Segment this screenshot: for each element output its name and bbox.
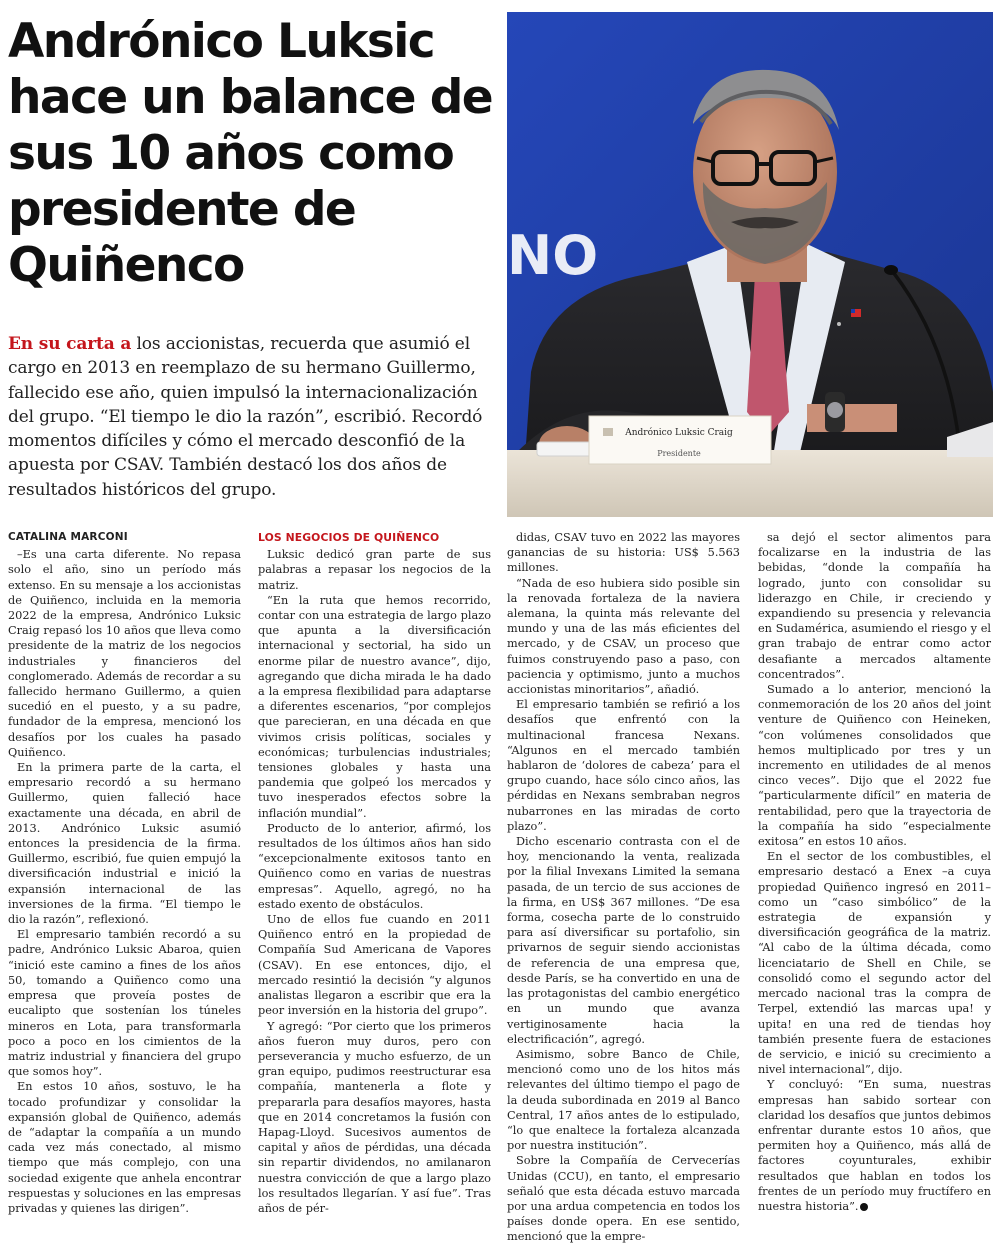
headline: Andrónico Luksic hace un balance de sus 10 años como presidente de Quiñenco	[8, 14, 493, 293]
paragraph: Y agregó: “Por cierto que los primeros años fueron muy duros, pero con perseverancia y mucho esfuerzo, de un gran equipo, pudimos reestructurar esa compañía, mantenerla a flote y prepararla para desafíos mayores, hasta que en 2014 concretamos la fusión con Hapag-Lloyd. Sucesivos aumentos de capital y años de pérdidas, una década sin repartir dividendos, no amilanaron nuestra convicción de que a largo plazo los resultados llegarían. Y así fue”. Tras años de pér-	[258, 1019, 491, 1215]
paragraph: Sobre la Compañía de Cervecerías Unidas (CCU), en tanto, el empresario señaló que esta década estuvo marcada por una ardua competencia en todos los países donde opera. En ese sentido, mencionó que la empre-	[507, 1154, 740, 1244]
lead-paragraph	[8, 332, 486, 502]
nameplate-title: Presidente	[657, 449, 701, 458]
section-subheading: LOS NEGOCIOS DE QUIÑENCO	[258, 531, 440, 544]
body-column-4	[758, 530, 991, 1213]
paragraph: El empresario también recordó a su padre, Andrónico Luksic Abaroa, quien “inició este camino a fines de los años 50, tomando a Quiñenco como una empresa que proveía postes de eucalipto que sostenían los túneles mineros en Lota, para transformarla poco a poco en los cimientos de la matriz industrial y financiera del grupo que somos hoy”.	[8, 928, 241, 1079]
portrait-photo	[507, 12, 993, 517]
nameplate-name: Andrónico Luksic Craig	[625, 428, 733, 438]
lead-highlight: En su carta a	[8, 334, 132, 354]
paragraph: sa dejó el sector alimentos para focalizarse en la industria de las bebidas, “donde la compañía ha logrado, junto con consolidar su liderazgo en Chile, ir creciendo y expandiendo su presencia y relevancia en Sudamérica, asumiendo el riesgo y el gran trabajo de entrar como actor desafiante a mercados altamente concentrados”.	[758, 531, 991, 681]
paragraph: “En la ruta que hemos recorrido, contar con una estrategia de largo plazo que apunta a la diversificación internacional y sectorial, ha sido un enorme pilar de nuestro avance”, dijo, agregando que dicha mirada le ha dado a la empresa flexibilidad para adaptarse a diferentes escenarios, “por complejos que parecieran, en una década en que vivimos crisis políticas, sociales y económicas; turbulencias industriales; tensiones globales y hasta una pandemia que golpeó los mercados y tuvo inesperados efectos sobre la inflación mundial”.	[258, 593, 491, 820]
paragraph: En el sector de los combustibles, el empresario destacó a Enex –a cuya propiedad Quiñenco ingresó en 2011– como un “caso simbólico” de la estrategia de expansión y diversificación geográfica de la matriz. “Al cabo de la última década, como licenciatario de Shell en Chile, se consolidó como el segundo actor del mercado nacional tras la compra de Terpel, extendió las marcas upa! y upita! en una red de tiendas hoy también presente fuera de estaciones de servicio, e inició su crecimiento a nivel internacional”, dijo.	[758, 850, 991, 1077]
paragraph: Uno de ellos fue cuando en 2011 Quiñenco entró en la propiedad de Compañía Sud Americana de Vapores (CSAV). En ese entonces, dijo, el mercado resintió la decisión “y algunos analistas llegaron a escribir que era la peor inversión en la historia del grupo”.	[258, 913, 491, 1018]
paragraph: Producto de lo anterior, afirmó, los resultados de los últimos años han sido “excepcionalmente exitosos tanto en Quiñenco como en varias de nuestras empresas”. Aquello, agregó, no ha estado exento de obstáculos.	[258, 821, 491, 911]
backdrop-text: NO	[507, 224, 599, 287]
paragraph-final	[758, 1077, 991, 1214]
body-column-3	[507, 530, 740, 1244]
paragraph: –Es una carta diferente. No repasa solo el año, sino un período más extenso. En su mensaje a los accionistas de Quiñenco, incluida en la memoria 2022 de la empresa, Andrónico Luksic Craig repasó los 10 años que lleva como presidente de la matriz de los negocios industriales y financieros del conglomerado. Además de recordar a su fallecido hermano Guillermo, a quien sucedió en el puesto, y a su padre, fundador de la empresa, mencionó los desafíos por los cuales ha pasado Quiñenco.	[8, 548, 241, 759]
paragraph-final-text: Y concluyó: “En suma, nuestras empresas han sabido sortear con claridad los desafíos que juntos debimos enfrentar durante estos 10 años, que permiten hoy a Quiñenco, más allá de factores coyunturales, exhibir resultados que hablan en todos los frentes de un período muy fructífero en nuestra historia”.	[758, 1078, 991, 1213]
paragraph: didas, CSAV tuvo en 2022 las mayores ganancias de su historia: US$ 5.563 millones.	[507, 531, 740, 575]
paragraph: “Nada de eso hubiera sido posible sin la renovada fortaleza de la naviera alemana, la quinta más relevante del mundo y una de las más eficientes del mercado, y de CSAV, un proceso que fuimos construyendo paso a paso, con paciencia y optimismo, junto a muchos accionistas minoritarios”, añadió.	[507, 576, 740, 697]
paragraph: Sumado a lo anterior, mencionó la conmemoración de los 20 años del joint venture de Quiñenco con Heineken, “con volúmenes consolidados que hemos multiplicado por tres y un incremento en utilidades de al menos cinco veces”. Dijo que el 2022 fue “particularmente difícil” en materia de rentabilidad, pero que la trayectoria de la compañía ha sido “especialmente exitosa” en estos 10 años.	[758, 683, 991, 849]
paragraph: En la primera parte de la carta, el empresario recordó a su hermano Guillermo, quien falleció hace exactamente una década, en abril de 2013. Andrónico Luksic asumió entonces la presidencia de la firma. Guillermo, escribió, fue quien empujó la diversificación industrial e inició la expansión internacional de las inversiones de la firma. “El tiempo le dio la razón”, reflexionó.	[8, 761, 241, 927]
paragraph: El empresario también se refirió a los desafíos que enfrentó con la multinacional francesa Nexans. “Algunos en el mercado también hablaron de ‘dolores de cabeza’ para el grupo cuando, hace sólo cinco años, las pérdidas en Nexans sembraban negros nubarrones en las miradas de corto plazo”.	[507, 698, 740, 833]
paragraph: Dicho escenario contrasta con el de hoy, mencionando la venta, realizada por la filial Invexans Limited la semana pasada, de un tercio de sus acciones de la firma, en US$ 367 millones. “De esa forma, cosecha parte de lo construido para así diversificar su portafolio, sin privarnos de seguir siendo accionistas de referencia de una empresa que, desde París, se ha convertido en una de las protagonistas del cambio energético en un mundo que avanza vertiginosamente hacia la electrificación”, agregó.	[507, 835, 740, 1046]
body-column-2	[258, 530, 491, 1215]
paragraph: En estos 10 años, sostuvo, le ha tocado profundizar y consolidar la expansión global de Quiñenco, además de “adaptar la compañía a un mundo cada vez más conectado, al mismo tiempo que más complejo, con una sociedad exigente que anhela encontrar respuestas y soluciones en las empresas privadas y quienes las dirigen”.	[8, 1080, 241, 1215]
end-mark-icon	[860, 1203, 868, 1211]
nameplate-logo	[603, 428, 613, 436]
lead-text: los accionistas, recuerda que asumió el cargo en 2013 en reemplazo de su hermano Guillermo, fallecido ese año, quien impulsó la internacionalización del grupo. “El tiempo le dio la razón”, escribió. Recordó momentos difíciles y cómo el mercado desconfió de la apuesta por CSAV. También destacó los dos años de resultados históricos del grupo.	[8, 334, 483, 500]
paragraph: Luksic dedicó gran parte de sus palabras a repasar los negocios de la matriz.	[258, 548, 491, 592]
paragraph: Asimismo, sobre Banco de Chile, mencionó como uno de los hitos más relevantes del último tiempo el pago de la deuda subordinada en 2019 al Banco Central, 17 años antes de lo estipulado, “lo que enaltece la fortaleza alcanzada por nuestra institución”.	[507, 1047, 740, 1153]
body-column-1	[8, 530, 241, 1215]
byline: CATALINA MARCONI	[8, 531, 128, 543]
